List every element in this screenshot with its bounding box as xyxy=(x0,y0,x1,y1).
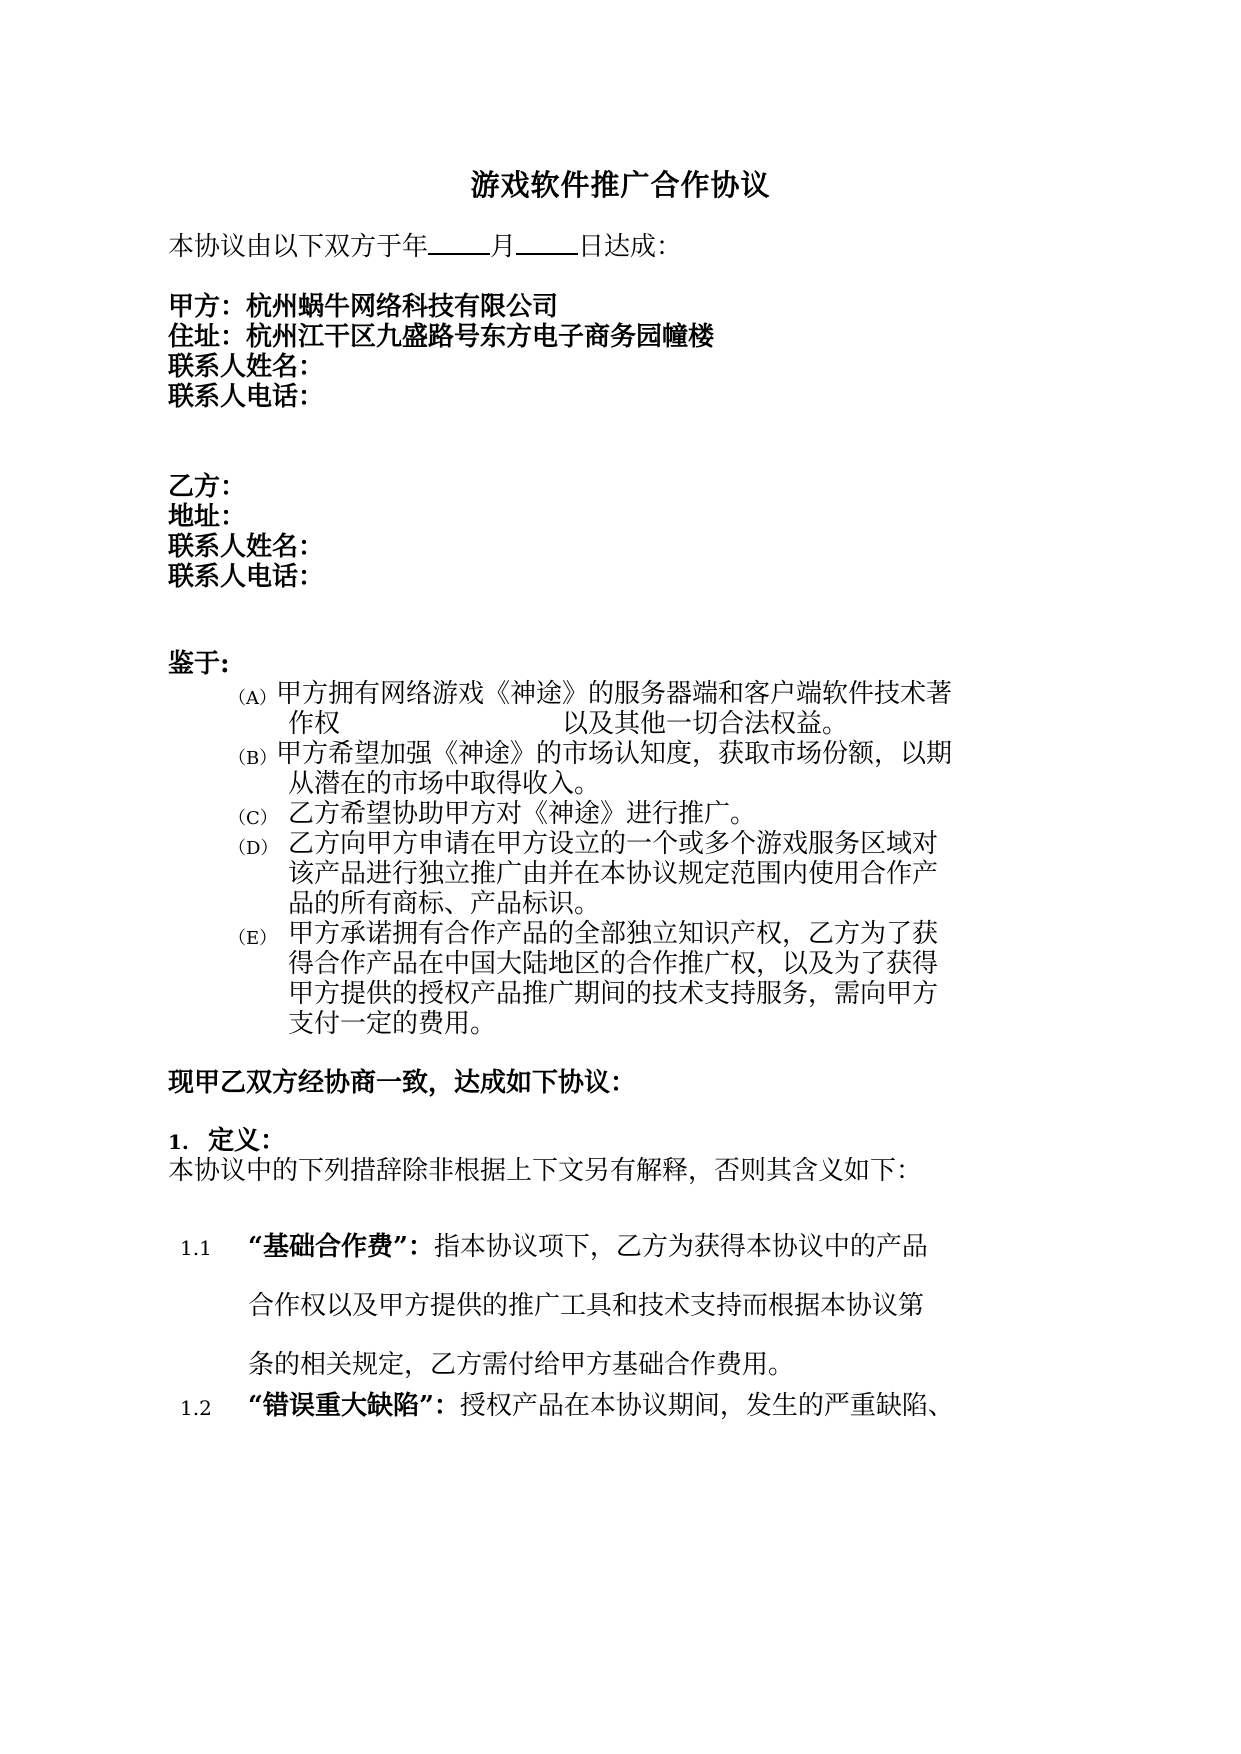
whereas-a-label: （A） xyxy=(228,688,277,709)
whereas-e-line-3: 甲方提供的授权产品推广期间的技术支持服务，需向甲方 xyxy=(288,979,939,1009)
intro-text-1: 本协议由以下双方于年 xyxy=(168,232,429,262)
clause-1-1-number: 1.1 xyxy=(180,1236,212,1260)
section-1-title: 定义： xyxy=(207,1126,286,1156)
whereas-b-line-2: 从潜在的市场中取得收入。 xyxy=(288,769,601,799)
party-a-address: 住址：杭州江干区九盛路号东方电子商务园幢楼 xyxy=(168,322,715,352)
intro-text-2: 月 xyxy=(490,232,517,262)
clause-1-1-line-2: 合作权以及甲方提供的推广工具和技术支持而根据本协议第 xyxy=(248,1291,925,1321)
intro-line xyxy=(168,231,682,263)
document-title: 游戏软件推广合作协议 xyxy=(470,168,771,202)
party-b-address: 地址： xyxy=(168,502,247,532)
intro-text-3: 日达成： xyxy=(578,232,683,262)
whereas-d-label: （D） xyxy=(228,838,279,859)
whereas-b-label: （B） xyxy=(228,748,278,769)
clause-1-1-term: “基础合作费”： xyxy=(248,1232,434,1262)
clause-1-2-line-1 xyxy=(248,1390,954,1422)
party-a-contact-name: 联系人姓名： xyxy=(168,352,325,382)
agreement-statement: 现甲乙双方经协商一致，达成如下协议： xyxy=(168,1068,637,1098)
whereas-d-line-2: 该产品进行独立推广由并在本协议规定范围内使用合作产 xyxy=(288,859,939,889)
whereas-d-line-1: 乙方向甲方申请在甲方设立的一个或多个游戏服务区域对 xyxy=(288,829,939,859)
clause-1-1-text-1: 指本协议项下，乙方为获得本协议中的产品 xyxy=(433,1232,928,1262)
month-blank xyxy=(428,231,490,255)
whereas-c-label: （C） xyxy=(228,808,278,829)
day-blank xyxy=(516,231,578,255)
whereas-e-line-1: 甲方承诺拥有合作产品的全部独立知识产权，乙方为了获 xyxy=(288,919,939,949)
clause-1-1-line-1 xyxy=(248,1231,928,1263)
whereas-e-line-2: 得合作产品在中国大陆地区的合作推广权，以及为了获得 xyxy=(288,949,939,979)
whereas-d-line-3: 品的所有商标、产品标识。 xyxy=(288,889,601,919)
whereas-heading: 鉴于: xyxy=(168,649,230,679)
section-1-number: 1. xyxy=(168,1130,189,1154)
party-b-contact-phone: 联系人电话： xyxy=(168,562,325,592)
whereas-c-line-1: 乙方希望协助甲方对《神途》进行推广。 xyxy=(288,799,757,829)
clause-1-2-term: “错误重大缺陷”： xyxy=(248,1391,460,1421)
party-b-contact-name: 联系人姓名： xyxy=(168,532,325,562)
clause-1-1-line-3: 条的相关规定，乙方需付给甲方基础合作费用。 xyxy=(248,1350,795,1380)
clause-1-2-text-1: 授权产品在本协议期间，发生的严重缺陷、 xyxy=(459,1391,954,1421)
party-a-name: 甲方：杭州蜗牛网络科技有限公司 xyxy=(168,292,559,322)
whereas-a-line-3: 以及其他一切合法权益。 xyxy=(562,709,849,739)
whereas-a-line-2: 作权 xyxy=(288,709,341,739)
section-1-heading xyxy=(168,1125,286,1158)
party-a-contact-phone: 联系人电话： xyxy=(168,382,325,412)
whereas-e-label: （E） xyxy=(228,928,278,949)
section-1-intro: 本协议中的下列措辞除非根据上下文另有解释，否则其含义如下： xyxy=(168,1156,923,1186)
party-b-name: 乙方： xyxy=(168,472,247,502)
whereas-e-line-4: 支付一定的费用。 xyxy=(288,1009,497,1039)
clause-1-2-number: 1.2 xyxy=(180,1396,212,1420)
whereas-b-line-1: 甲方希望加强《神途》的市场认知度，获取市场份额，以期 xyxy=(276,739,953,769)
whereas-a-line-1: 甲方拥有网络游戏《神途》的服务器端和客户端软件技术著 xyxy=(276,679,953,709)
